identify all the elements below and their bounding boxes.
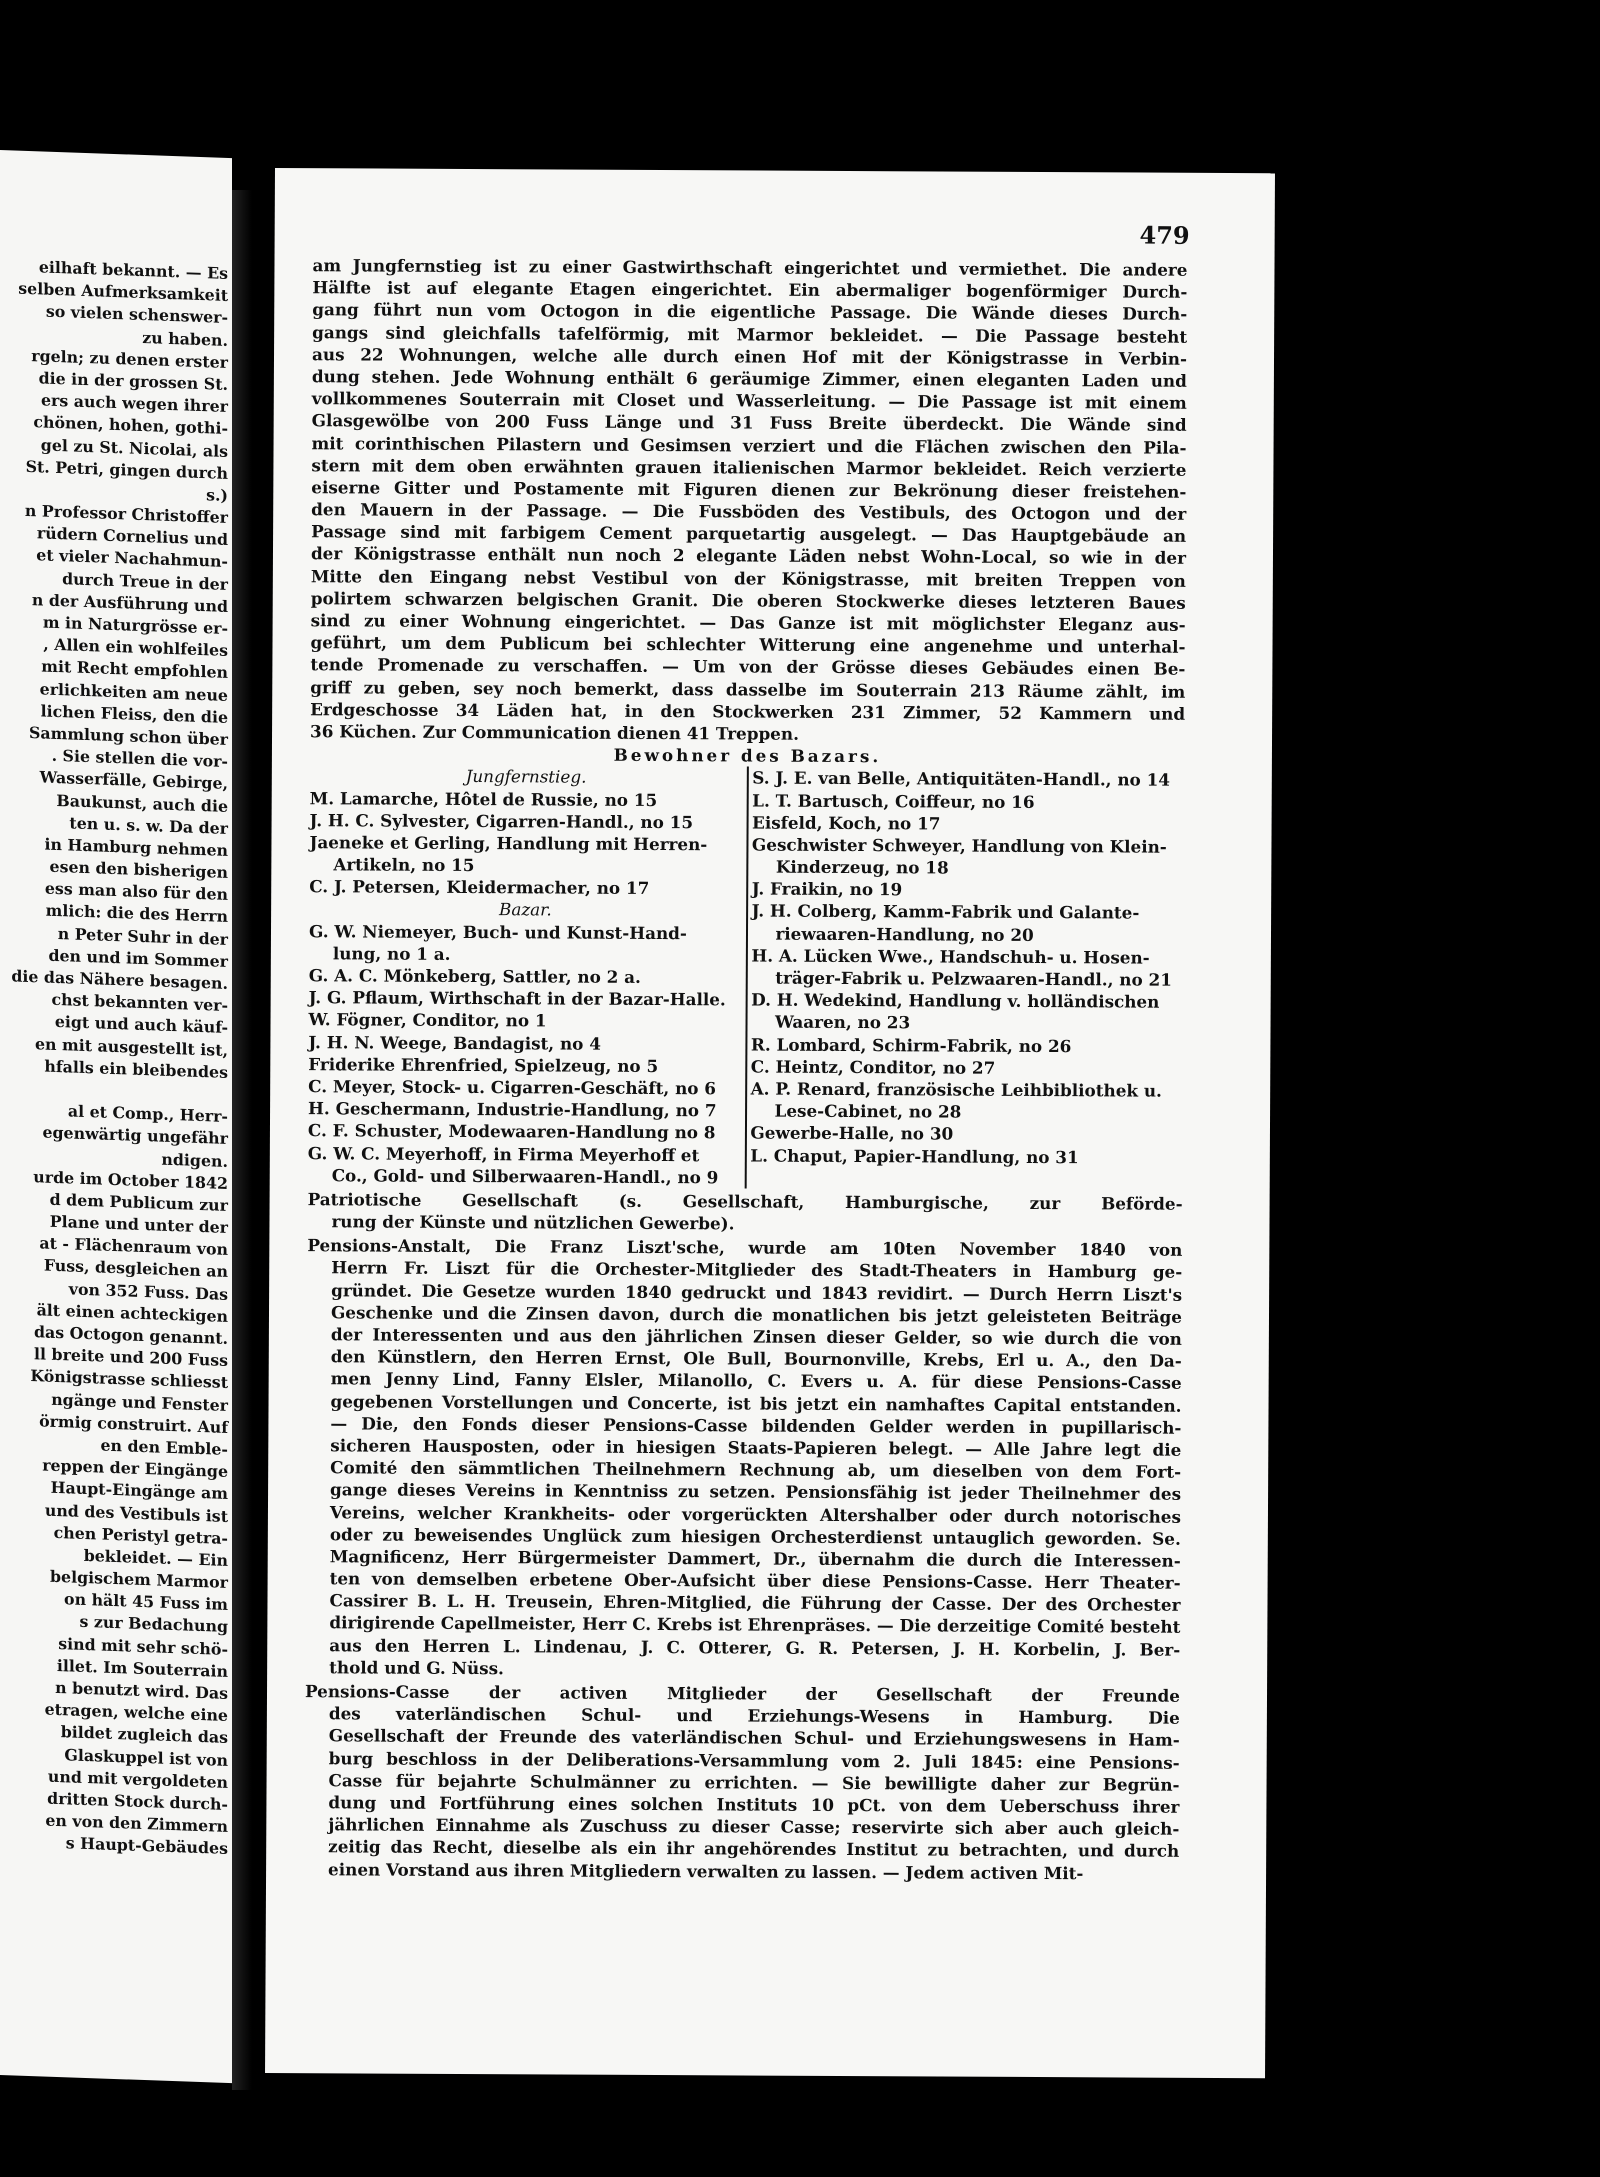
text-line: Geschenke und die Zinsen davon, durch die monatlichen bis jetzt geleisteten Beiträge — [330, 1302, 1183, 1327]
text-line: Patriotische Gesellschaft (s. Gesellschaft, Hamburgische, zur Beförde- — [307, 1189, 1183, 1214]
resident-entry: Lese-Cabinet, no 28 — [774, 1100, 962, 1122]
text-line: am Jungfernstieg ist zu einer Gastwirthschaft eingerichtet und vermiethet. Die andere — [312, 255, 1188, 280]
left-page-line: rgeln; zu denen erster — [31, 345, 228, 372]
text-line: rung der Künste und nützlichen Gewerbe). — [331, 1211, 735, 1234]
left-page-line: in Hamburg nehmen — [44, 834, 228, 860]
bazar-entries — [308, 920, 742, 1189]
text-line: dung stehen. Jede Wohnung enthält 6 geräumige Zimmer, einen eleganten Laden und — [311, 366, 1187, 391]
left-page-line: zu haben. — [142, 327, 228, 350]
left-page-line: etragen, welche eine — [44, 1699, 228, 1726]
text-line: burg beschloss in der Deliberations-Versammlung vom 2. Juli 1845: eine Pensions- — [328, 1747, 1180, 1773]
left-page-line: esen den bisherigen — [49, 856, 228, 883]
text-line: gang führt nun vom Octogon in die eigentliche Passage. Die Wände dieses Durch- — [312, 299, 1188, 325]
text-line: tende Promenade zu verschaffen. — Um von der Grösse dieses Gebäudes einen Be- — [310, 654, 1186, 680]
resident-entry: Co., Gold- und Silberwaaren-Handl., no 9 — [331, 1164, 719, 1188]
resident-entry: A. P. Renard, französische Leihbibliothek u. — [750, 1078, 1162, 1101]
left-page-line: n Professor Christoffer — [24, 500, 228, 528]
text-line: den Künstlern, den Herren Ernst, Ole Bull, Bournonville, Krebs, Erl u. A., den Da- — [330, 1346, 1182, 1371]
resident-entry: M. Lamarche, Hôtel de Russie, no 15 — [309, 787, 658, 810]
resident-entry: G. W. Niemeyer, Buch- und Kunst-Hand- — [308, 920, 687, 943]
text-line: oder zu beweisendes Unglück zum hiesigen Orchesterdienst untauglich geworden. Se. — [329, 1523, 1181, 1549]
text-line: eiserne Gitter und Postamente mit Figuren dienen zur Bekrönung dieser freistehen- — [311, 477, 1187, 502]
text-line: dung und Fortführung eines solchen Instituts 10 pCt. von dem Ueberschuss ihrer — [328, 1792, 1180, 1817]
subheading-bazar: Bazar. — [498, 899, 552, 920]
residents-left-column — [308, 765, 749, 1189]
left-page-line: d dem Publicum zur — [49, 1189, 228, 1215]
left-page-line: eigt und auch käuf- — [54, 1012, 228, 1038]
resident-entry: H. A. Lücken Wwe., Handschuh- u. Hosen- — [751, 945, 1150, 968]
resident-entry: J. H. Colberg, Kamm-Fabrik und Galante- — [751, 900, 1140, 923]
resident-entry: C. F. Schuster, Modewaaren-Handlung no 8 — [307, 1120, 716, 1143]
left-page-line: en von den Zimmern — [45, 1810, 228, 1837]
left-page-line: at - Flächenraum von — [39, 1233, 228, 1260]
left-page-line: die in der grossen St. — [38, 368, 228, 394]
text-line: der Interessenten und aus den jährlichen Zinsen dieser Gelder, so wie durch die von — [330, 1324, 1182, 1349]
text-line: griff zu geben, sey noch bemerkt, dass dasselbe im Souterrain 213 Räume zählt, im — [310, 676, 1186, 702]
left-page-line: und des Vestibuls ist — [44, 1500, 228, 1526]
text-line: der Königstrasse enthält nun noch 2 elegante Läden nebst Wohn-Local, so wie in der — [310, 543, 1187, 569]
subheading-jungfernstieg: Jungfernstieg. — [465, 766, 587, 787]
left-page-line: erlichkeiten am neue — [39, 678, 228, 705]
left-page-line: s.) — [206, 485, 228, 505]
resident-entry: Waaren, no 23 — [774, 1012, 911, 1033]
pension-anstalt-entry — [305, 1234, 1182, 1682]
text-line: jährlichen Einnahme als Zuschuss zu dieser Casse; reservirte sich aber auch gleich- — [328, 1814, 1180, 1839]
resident-entry: Friderike Ehrenfried, Spielzeug, no 5 — [308, 1053, 659, 1076]
left-page-line: illet. Im Souterrain — [56, 1655, 228, 1681]
resident-entry: L. T. Bartusch, Coiffeur, no 16 — [752, 790, 1035, 812]
left-page-line: m in Naturgrösse er- — [42, 612, 228, 638]
left-page-line: al et Comp., Herr- — [67, 1101, 228, 1127]
resident-entry: J. G. Pflaum, Wirthschaft in der Bazar-Halle. — [308, 987, 726, 1010]
resident-entry: C. Heintz, Conditor, no 27 — [750, 1056, 996, 1078]
left-page-line: ess man also für den — [44, 878, 228, 905]
text-line: sicheren Hausposten, oder in hiesigen Staats-Papieren belegt. — Alle Jahre legt die — [330, 1435, 1182, 1460]
left-page-line: Königstrasse schliesst — [30, 1366, 228, 1393]
left-page-line: dritten Stock durch- — [47, 1788, 228, 1814]
residents-heading: Bewohner des Bazars. — [613, 744, 882, 767]
resident-entry: W. Fögner, Conditor, no 1 — [308, 1009, 547, 1031]
text-line: polirtem schwarzen belgischen Granit. Die oberen Stockwerke dieses letzteren Baues — [310, 588, 1186, 613]
left-page-line: ll breite und 200 Fuss — [34, 1344, 228, 1371]
left-page-line: . Sie stellen die vor- — [51, 745, 228, 772]
text-line: geführt, um dem Publicum bei schlechter Witterung eine angenehme und unterhal- — [310, 632, 1186, 657]
left-page-line: chönen, hohen, gothi- — [33, 412, 228, 439]
left-page-line: das Octogon genannt. — [33, 1322, 228, 1348]
pension-casse-entry — [304, 1680, 1180, 1884]
text-line: — Die, den Fonds dieser Pensions-Casse bildenden Gelder werden in pupillarisch- — [330, 1413, 1182, 1438]
left-page-line: gel zu St. Nicolai, als — [40, 434, 228, 461]
left-page-line: örmig construirt. Auf — [39, 1411, 228, 1437]
patriotic-society-entry — [307, 1188, 1182, 1237]
resident-entry: Geschwister Schweyer, Handlung von Klein- — [751, 834, 1167, 857]
text-line: des vaterländischen Schul- und Erziehungs-Wesens in Hamburg. Die — [328, 1703, 1180, 1728]
text-line: Hälfte ist auf elegante Etagen eingerichtet. Ein abermaliger bogenförmiger Durch- — [312, 277, 1188, 302]
left-page-line: selben Aufmerksamkeit — [18, 278, 228, 306]
text-line: Pensions-Casse der activen Mitglieder der Gesellschaft der Freunde — [304, 1681, 1181, 1706]
left-page-line: bildet zugleich das — [60, 1722, 228, 1748]
resident-entry: Artikeln, no 15 — [333, 854, 475, 876]
left-page-line: s Haupt-Gebäudes — [65, 1833, 228, 1859]
text-line: thold und G. Nüss. — [329, 1657, 504, 1679]
text-line: 36 Küchen. Zur Communication dienen 41 Treppen. — [309, 721, 800, 744]
left-page-line: den und im Sommer — [48, 945, 228, 971]
text-line: Magnificenz, Herr Bürgermeister Dammert, Dr., übernahm die durch die Interessen- — [329, 1546, 1181, 1571]
left-page-line: chen Peristyl getra- — [53, 1522, 228, 1548]
left-page-line: Baukunst, auch die — [56, 790, 228, 816]
left-page-line: ten u. s. w. Da der — [69, 813, 228, 838]
left-page-line: egenwärtig ungefähr — [42, 1122, 228, 1149]
text-line: Comité den sämmtlichen Theilnehmern Rechnung ab, um dieselben von dem Fort- — [330, 1457, 1182, 1482]
left-page-line: on hält 45 Fuss im — [64, 1589, 228, 1615]
resident-entry: R. Lombard, Schirm-Fabrik, no 26 — [750, 1034, 1072, 1056]
left-page-line: bekleidet. — Ein — [83, 1545, 228, 1570]
left-page-line: Haupt-Eingänge am — [50, 1478, 228, 1504]
left-page-line: rüdern Cornelius und — [36, 523, 228, 550]
text-line: gange dieses Vereins in Kenntniss zu setzen. Pensionsfähig ist jeder Theilnehmer des — [330, 1479, 1182, 1505]
left-page-line: ers auch wegen ihrer — [40, 390, 228, 417]
left-page-line: durch Treue in der — [62, 568, 228, 594]
resident-entry: C. J. Petersen, Kleidermacher, no 17 — [309, 876, 650, 899]
left-page-line: n Peter Suhr in der — [57, 923, 228, 949]
resident-entry: Kinderzeug, no 18 — [775, 856, 949, 878]
text-line: Passage sind mit farbigem Cement parquetartig ausgelegt. — Das Hauptgebäude an — [311, 521, 1187, 547]
left-page-line: lichen Fleiss, den die — [40, 701, 228, 727]
text-line: aus den Herren L. Lindenau, J. C. Otterer, G. R. Petersen, J. H. Korbelin, J. Ber- — [329, 1634, 1181, 1660]
left-page-line: n benutzt wird. Das — [55, 1677, 228, 1703]
text-line: Gesellschaft der Freunde des vaterländischen Schul- und Erziehungswesens in Ham- — [328, 1725, 1180, 1751]
left-facing-page — [0, 150, 232, 2083]
left-page-line: von 352 Fuss. Das — [68, 1279, 228, 1304]
text-line: gründet. Die Gesetze wurden 1840 gedruckt und 1843 revidirt. — Durch Herrn Liszt's — [331, 1279, 1183, 1305]
left-page-line: n der Ausführung und — [31, 589, 228, 616]
resident-entry: träger-Fabrik u. Pelzwaaren-Handl., no 21 — [775, 967, 1172, 990]
left-page-line: so vielen schenswer- — [45, 301, 228, 328]
left-page-line: , Allen ein wohlfeiles — [43, 634, 228, 661]
text-line: Mitte den Eingang nebst Vestibul von der Königstrasse, mit breiten Treppen von — [310, 565, 1186, 591]
left-page-line: chst bekannten ver- — [51, 989, 228, 1016]
left-page-line: ndigen. — [161, 1149, 228, 1171]
text-line: Casse für bejahrte Schulmänner zu errichten. — Sie bewilligte daher zur Begrün- — [328, 1770, 1180, 1795]
resident-entry: C. Meyer, Stock- u. Cigarren-Geschäft, no 6 — [308, 1076, 717, 1099]
page-body — [304, 254, 1188, 1884]
text-line: Vereins, welcher Krankheits- oder vorgerückten Altershalber oder durch notorisches — [329, 1501, 1182, 1527]
text-line: Glasgewölbe von 200 Fuss Länge und 31 Fuss Breite überdeckt. Die Wände sind — [311, 410, 1187, 436]
left-page-line: en den Emble- — [100, 1435, 228, 1459]
left-page-line: mlich: die des Herrn — [45, 901, 228, 927]
left-page-line: und mit vergoldeten — [47, 1766, 228, 1792]
resident-entry: J. H. C. Sylvester, Cigarren-Handl., no 15 — [309, 809, 694, 832]
left-page-line: Glaskuppel ist von — [64, 1744, 228, 1770]
resident-entry: S. J. E. van Belle, Antiquitäten-Handl., no 14 — [752, 767, 1171, 791]
left-page-line: Fuss, desgleichen an — [43, 1255, 228, 1282]
text-line: aus 22 Wohnungen, welche alle durch einen Hof mit der Königstrasse in Verbin- — [311, 343, 1188, 369]
text-line: Herrn Fr. Liszt für die Orchester-Mitglieder des Stadt-Theaters in Hamburg ge- — [331, 1257, 1183, 1283]
text-line: men Jenny Lind, Fanny Elsler, Milanollo, C. Evers u. A. für diese Pensions-Casse — [330, 1368, 1182, 1394]
residents-right-column — [746, 767, 1185, 1191]
book-spine-gutter — [232, 190, 252, 2090]
residents-table — [308, 765, 1185, 1191]
left-page-line: die das Nähere besagen. — [11, 966, 228, 993]
left-page-line: ält einen achteckigen — [36, 1300, 228, 1326]
left-page-line: hfalls ein bleibendes — [44, 1056, 228, 1082]
text-line: den Mauern in der Passage. — Die Fussböden des Vestibuls, des Octogon und der — [311, 499, 1187, 524]
left-page-line: mit Recht empfohlen — [41, 656, 228, 683]
resident-entry: L. Chaput, Papier-Handlung, no 31 — [750, 1145, 1079, 1167]
text-line: zeitig das Recht, dieselbe als ein ihr angehörendes Institut zu betrachten, und durch — [328, 1836, 1180, 1862]
bazar-description-paragraph — [310, 254, 1188, 747]
left-page-line: reppen der Eingänge — [42, 1455, 228, 1482]
left-page-line: s zur Bedachung — [79, 1612, 228, 1637]
resident-entry: J. Fraikin, no 19 — [751, 878, 903, 900]
left-page-line: Wasserfälle, Gebirge, — [39, 767, 228, 794]
text-line: Cassirer B. L. H. Treusein, Ehren-Mitglied, die Führung der Casse. Der des Orchester — [329, 1590, 1181, 1616]
jungfernstieg-entries — [309, 787, 742, 900]
resident-entry: D. H. Wedekind, Handlung v. holländischen — [751, 989, 1160, 1012]
text-line: mit corinthischen Pilastern und Gesimsen verziert und die Flächen zwischen den Pila- — [311, 432, 1187, 458]
resident-entry: G. A. C. Mönkeberg, Sattler, no 2 a. — [308, 965, 641, 987]
text-line: Erdgeschosse 34 Läden hat, in den Stockwerken 231 Zimmer, 52 Kammern und — [310, 698, 1186, 724]
resident-entry: Eisfeld, Koch, no 17 — [752, 812, 941, 834]
resident-entry: Gewerbe-Halle, no 30 — [750, 1122, 954, 1144]
left-page-line: Sammlung schon über — [28, 722, 228, 749]
text-line: sind zu einer Wohnung eingerichtet. — Das Ganze ist mit möglichster Eleganz aus- — [310, 610, 1186, 635]
left-page-line: en mit ausgestellt ist, — [35, 1033, 228, 1060]
left-page-line: eilhaft bekannt. — Es — [38, 257, 228, 283]
text-line: gegebenen Vorstellungen und Concerte, ist bis jetzt ein namhaftes Capital entstanden. — [330, 1390, 1182, 1416]
text-line: ten von demselben erbetene Ober-Aufsicht über diese Pensions-Casse. Herr Theater- — [329, 1568, 1181, 1593]
text-line: stern mit dem oben erwähnten grauen italienischen Marmor bekleidet. Reich verzierte — [311, 454, 1187, 480]
resident-entry: riewaaren-Handlung, no 20 — [775, 923, 1034, 945]
left-page-line: et vieler Nachahmun- — [36, 545, 228, 572]
text-line: vollkommenes Souterrain mit Closet und Wasserleitung. — Die Passage ist mit einem — [311, 388, 1187, 413]
left-page-line: urde im October 1842 — [33, 1166, 228, 1193]
left-page-line: Plane und unter der — [49, 1211, 228, 1238]
resident-entry: H. Geschermann, Industrie-Handlung, no 7 — [308, 1098, 717, 1121]
left-page-line: St. Petri, gingen durch — [25, 456, 228, 483]
left-page-line: sind mit sehr schö- — [58, 1633, 228, 1659]
left-page-text-column — [2, 255, 228, 1860]
resident-entry: G. W. C. Meyerhoff, in Firma Meyerhoff et — [307, 1142, 700, 1165]
page-number: 479 — [1139, 220, 1190, 250]
text-line: dirigirende Capellmeister, Herr C. Krebs ist Ehrenpräses. — Die derzeitige Comité besteht — [329, 1612, 1181, 1638]
text-line: Pensions-Anstalt, Die Franz Liszt'sche, wurde am 10ten November 1840 von — [307, 1235, 1183, 1261]
left-page-line: ngänge und Fenster — [51, 1389, 228, 1415]
right-page — [265, 168, 1275, 2078]
left-page-line: belgischem Marmor — [49, 1566, 228, 1593]
resident-entry: Jaeneke et Gerling, Handlung mit Herren- — [309, 832, 708, 855]
resident-entry: J. H. N. Weege, Bandagist, no 4 — [308, 1031, 601, 1054]
text-line: gangs sind gleichfalls tafelförmig, mit Marmor bekleidet. — Die Passage besteht — [312, 321, 1188, 347]
text-line: einen Vorstand aus ihren Mitgliedern verwalten zu lassen. — Jedem activen Mit- — [328, 1858, 1084, 1883]
resident-entry: lung, no 1 a. — [332, 943, 451, 964]
